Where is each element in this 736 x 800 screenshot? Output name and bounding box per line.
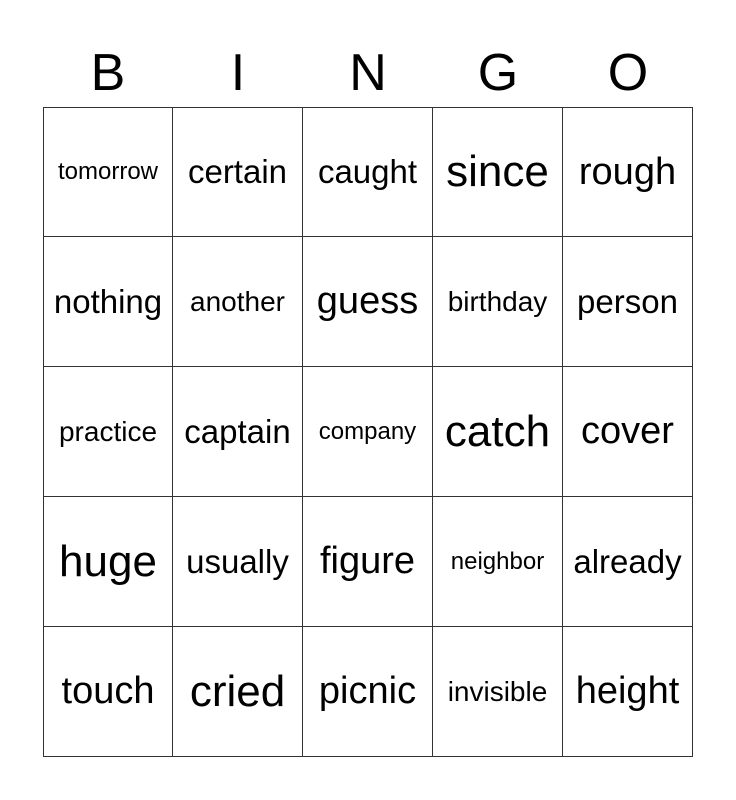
bingo-cell[interactable]: another [173,237,303,367]
bingo-cell[interactable]: catch [433,367,563,497]
header-letter-o: O [607,44,649,102]
bingo-cell[interactable]: birthday [433,237,563,367]
bingo-cell[interactable]: picnic [303,627,433,757]
bingo-cell[interactable]: height [563,627,693,757]
bingo-cell[interactable]: company [303,367,433,497]
bingo-cell[interactable]: rough [563,107,693,237]
bingo-cell[interactable]: neighbor [433,497,563,627]
bingo-cell[interactable]: practice [43,367,173,497]
bingo-cell[interactable]: caught [303,107,433,237]
bingo-cell[interactable]: tomorrow [43,107,173,237]
bingo-cell[interactable]: cover [563,367,693,497]
header-letter-g: G [477,44,519,102]
bingo-cell[interactable]: huge [43,497,173,627]
bingo-cell[interactable]: since [433,107,563,237]
bingo-cell[interactable]: certain [173,107,303,237]
bingo-cell[interactable]: nothing [43,237,173,367]
header-letter-n: N [349,44,387,102]
bingo-cell[interactable]: touch [43,627,173,757]
bingo-cell[interactable]: figure [303,497,433,627]
bingo-cell[interactable]: invisible [433,627,563,757]
header-letter-i: I [230,44,246,102]
bingo-cell[interactable]: cried [173,627,303,757]
bingo-cell[interactable]: captain [173,367,303,497]
bingo-cell[interactable]: usually [173,497,303,627]
bingo-cell[interactable]: person [563,237,693,367]
bingo-board [43,107,693,757]
header-letter-b: B [90,44,126,102]
bingo-header [43,40,693,106]
bingo-cell[interactable]: already [563,497,693,627]
bingo-cell[interactable]: guess [303,237,433,367]
